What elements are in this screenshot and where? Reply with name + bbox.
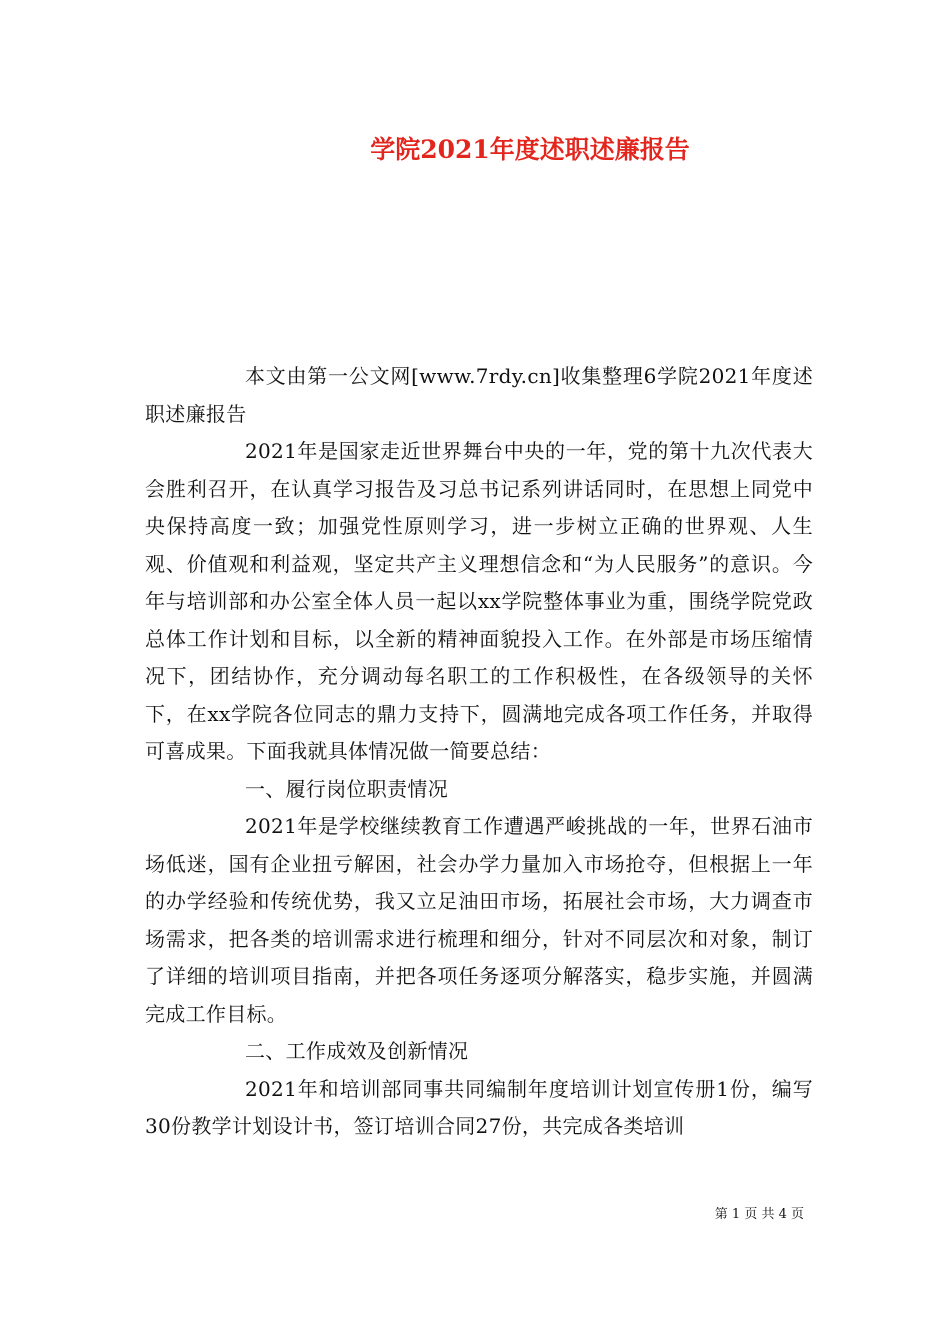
paragraph-duties: 2021年是学校继续教育工作遭遇严峻挑战的一年，世界石油市场低迷，国有企业扭亏解困，社会办学力量加入市场抢夺，但根据上一年的办学经验和传统优势，我又立足油田市场，拓展社会市场，大力调查市场需求，把各类的培训需求进行梳理和细分，针对不同层次和对象，制订了详细的培训项目指南，并把各项任务逐项分解落实，稳步实施，并圆满完成工作目标。: [145, 814, 813, 1026]
paragraph-results: 2021年和培训部同事共同编制年度培训计划宣传册1份，编写30份教学计划设计书，签订培训合同27份，共完成各类培训: [145, 1076, 813, 1138]
document-title: 学院2021年度述职述廉报告: [370, 135, 690, 164]
paragraph-intro: 2021年是国家走近世界舞台中央的一年，党的第十九次代表大会胜利召开，在认真学习报告及习总书记系列讲话同时，在思想上同党中央保持高度一致；加强党性原则学习，进一步树立正确的世界观、人生观、价值观和利益观，坚定共产主义理想信念和“为人民服务”的意识。今年与培训部和办公室全体人员一起以xx学院整体事业为重，围绕学院党政总体工作计划和目标，以全新的精神面貌投入工作。在外部是市场压缩情况下，团结协作，充分调动每名职工的工作积极性，在各级领导的关怀下，在xx学院各位同志的鼎力支持下，圆满地完成各项工作任务，并取得可喜成果。下面我就具体情况做一简要总结：: [145, 439, 813, 763]
section-heading-results: 二、工作成效及创新情况: [245, 1039, 469, 1063]
document-body: [145, 358, 813, 1146]
paragraph-source-note: 本文由第一公文网[www.7rdy.cn]收集整理6学院2021年度述职述廉报告: [145, 364, 813, 426]
page-number-footer: 第 1 页 共 4 页: [714, 1207, 804, 1222]
section-heading-duties: 一、履行岗位职责情况: [245, 776, 448, 801]
